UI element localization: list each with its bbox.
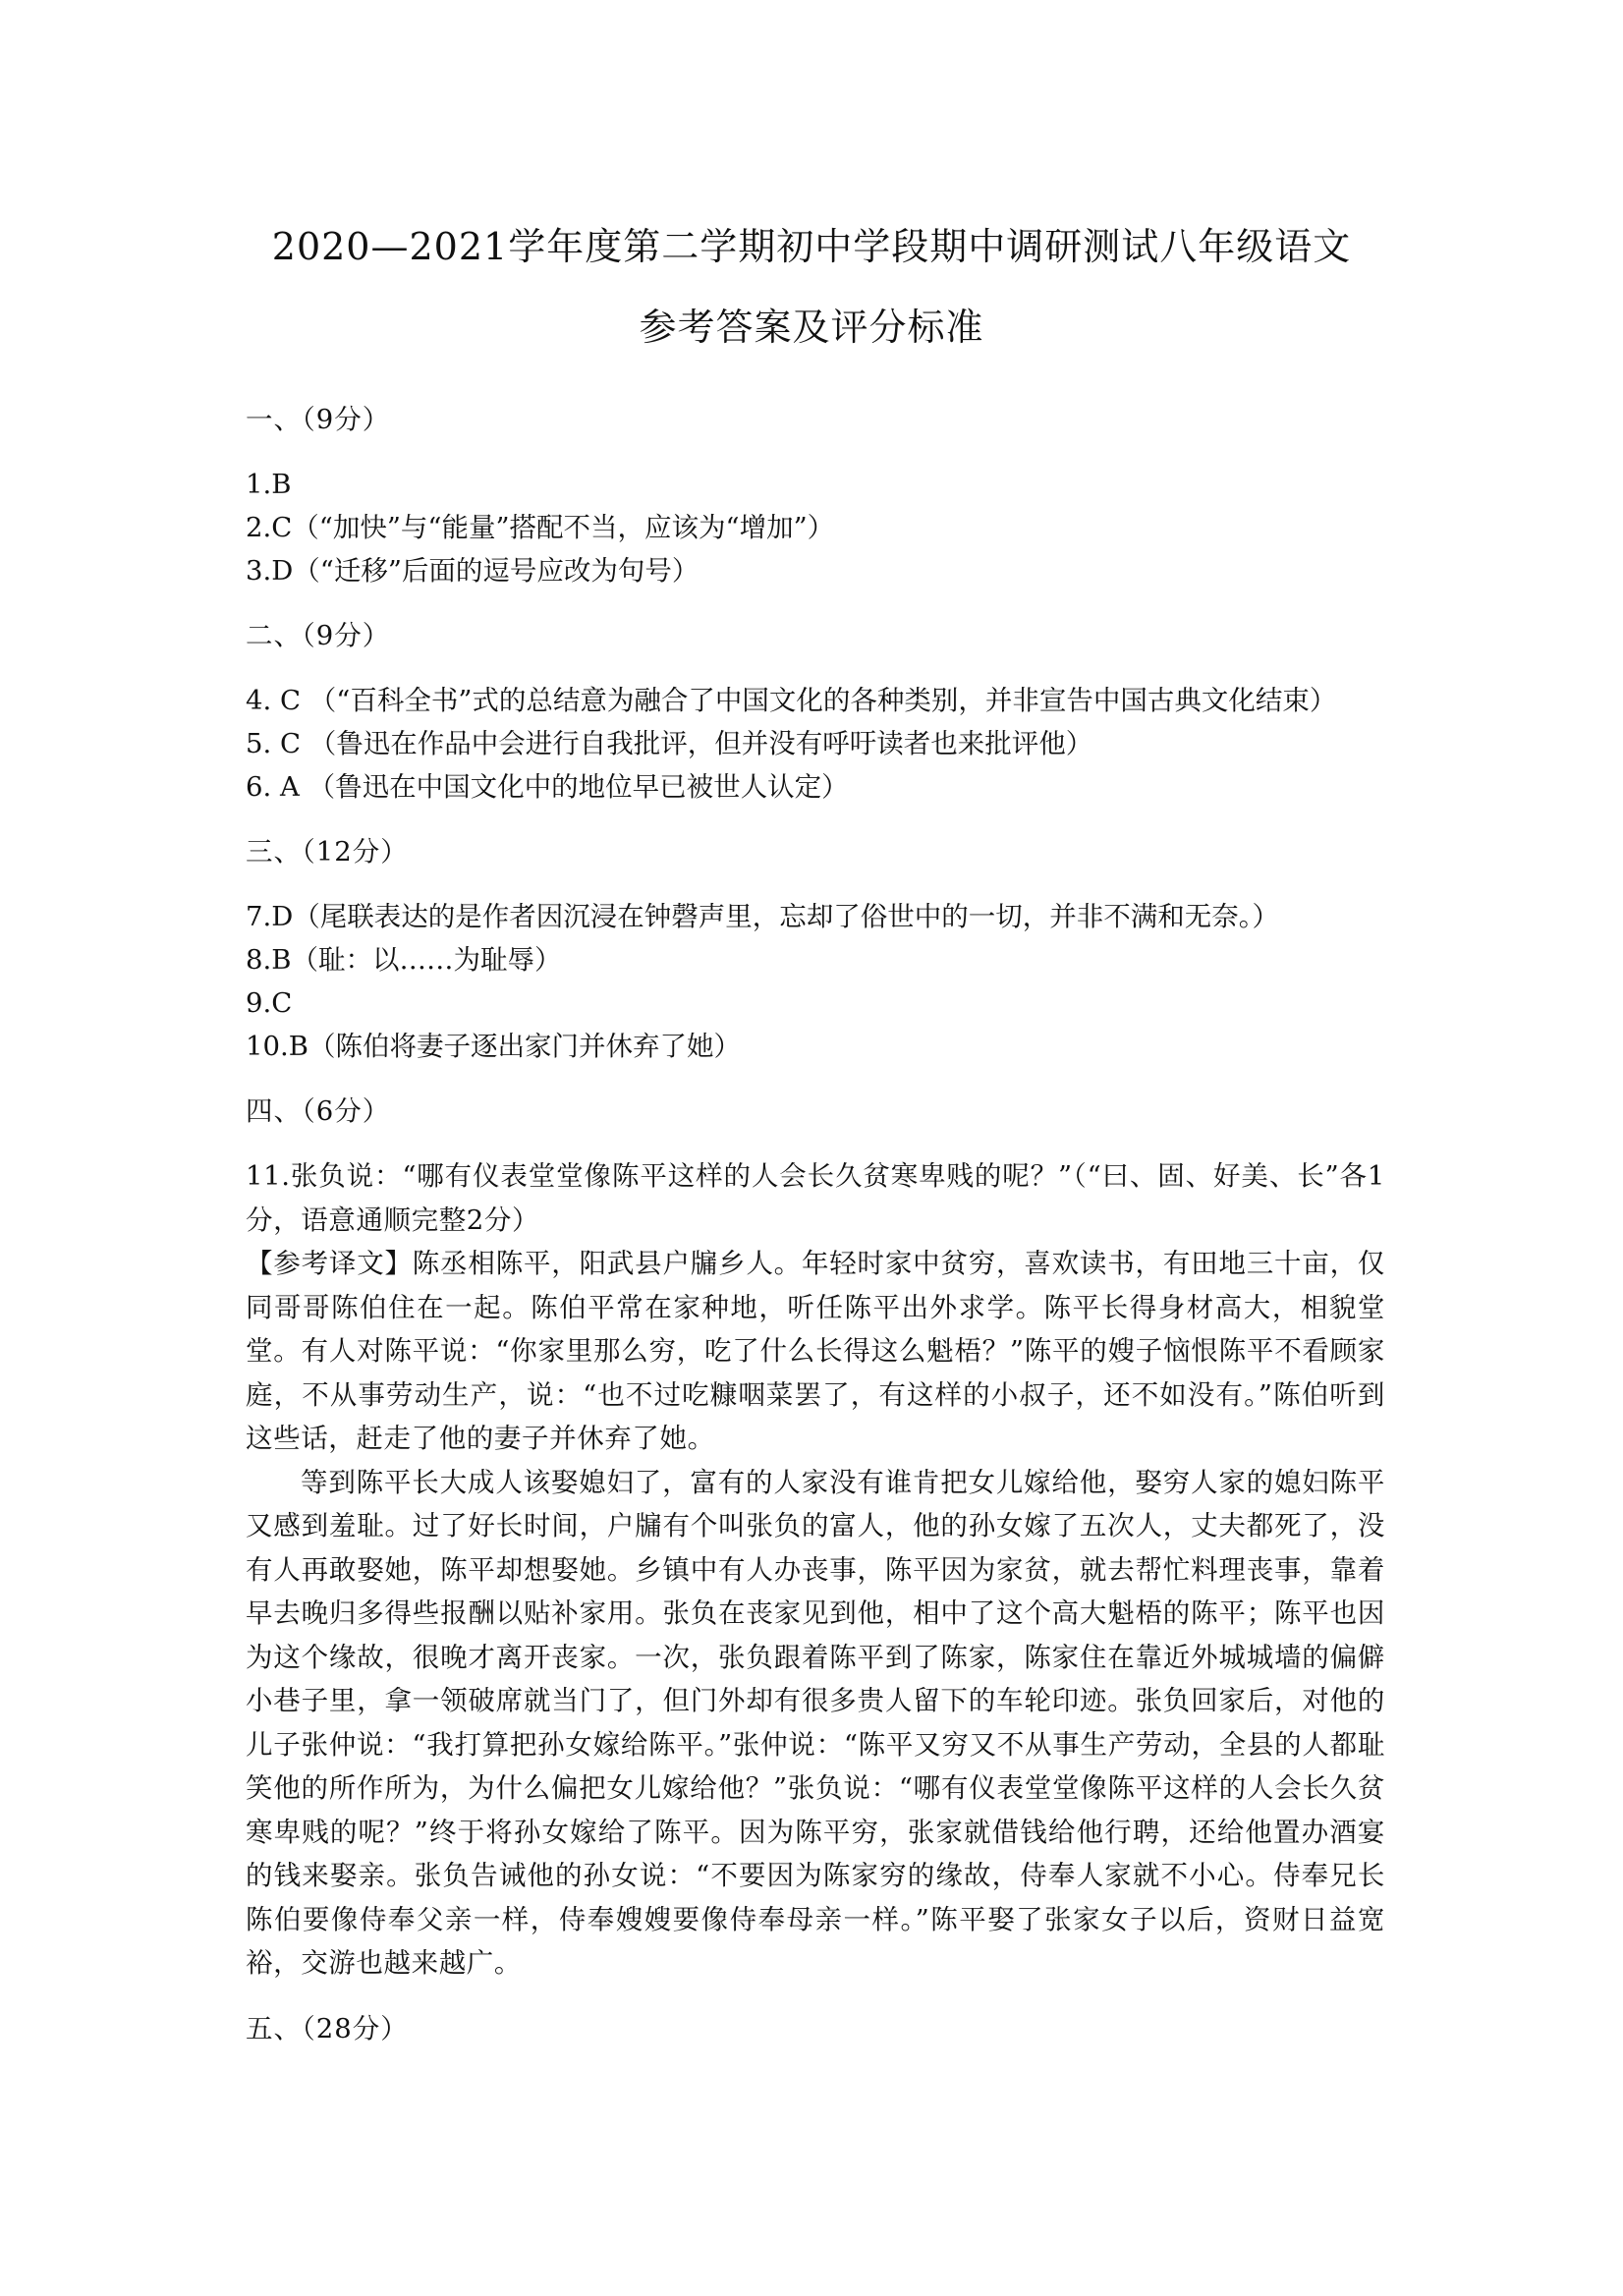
- reference-translation-label: 【参考译文】: [246, 1248, 413, 1279]
- answer-item-10: 10.B（陈伯将妻子逐出家门并休弃了她）: [246, 1031, 741, 1062]
- answer-item-1: 1.B: [246, 469, 292, 500]
- answer-item-5: 5. C （鲁迅在作品中会进行自我批评，但并没有呼吁读者也来批评他）: [246, 728, 1093, 759]
- answer-item-11: 11.张负说：“哪有仪表堂堂像陈平这样的人会长久贫寒卑贱的呢？”（“曰、固、好美、长”各1分，语意通顺完整2分）: [246, 1160, 1385, 1236]
- document-subtitle: 参考答案及评分标准: [639, 306, 984, 349]
- answer-item-7: 7.D（尾联表达的是作者因沉浸在钟磬声里，忘却了俗世中的一切，并非不满和无奈。）: [246, 901, 1280, 932]
- reference-translation-paragraph-2: 等到陈平长大成人该娶媳妇了，富有的人家没有谁肯把女儿嫁给他，娶穷人家的媳妇陈平又感到羞耻。过了好长时间，户牖有个叫张负的富人，他的孙女嫁了五次人，丈夫都死了，没有人再敢娶她，陈平却想娶她。乡镇中有人办丧事，陈平因为家贫，就去帮忙料理丧事，靠着早去晚归多得些报酬以贴补家用。张负在丧家见到他，相中了这个高大魁梧的陈平；陈平也因为这个缘故，很晚才离开丧家。一次，张负跟着陈平到了陈家，陈家住在靠近外城城墙的偏僻小巷子里，拿一领破席就当门了，但门外却有很多贵人留下的车轮印迹。张负回家后，对他的儿子张仲说：“我打算把孙女嫁给陈平。”张仲说：“陈平又穷又不从事生产劳动，全县的人都耻笑他的所作所为，为什么偏把女儿嫁给他？”张负说：“哪有仪表堂堂像陈平这样的人会长久贫寒卑贱的呢？”终于将孙女嫁给了陈平。因为陈平穷，张家就借钱给他行聘，还给他置办酒宴的钱来娶亲。张负告诫他的孙女说：“不要因为陈家穷的缘故，侍奉人家就不小心。侍奉兄长陈伯要像侍奉父亲一样，侍奉嫂嫂要像侍奉母亲一样。”陈平娶了张家女子以后，资财日益宽裕，交游也越来越广。: [246, 1466, 1385, 1979]
- answer-item-8: 8.B（耻：以……为耻辱）: [246, 944, 562, 976]
- reference-translation-paragraph-1: [246, 1242, 1385, 1461]
- document-title: 2020—2021学年度第二学期初中学段期中调研测试八年级语文: [271, 225, 1352, 268]
- answer-item-6: 6. A （鲁迅在中国文化中的地位早已被世人认定）: [246, 771, 849, 803]
- answer-body: [246, 398, 1385, 2050]
- section-4-heading: 四、（6分）: [246, 1095, 391, 1127]
- section-1-heading: 一、（9分）: [246, 404, 391, 435]
- section-5-heading: 五、（28分）: [246, 2012, 409, 2044]
- answer-item-4: 4. C （“百科全书”式的总结意为融合了中国文化的各种类别，并非宣告中国古典文化结束）: [246, 685, 1337, 716]
- reference-translation-text-1: 陈丞相陈平，阳武县户牖乡人。年轻时家中贫穷，喜欢读书，有田地三十亩，仅同哥哥陈伯住在一起。陈伯平常在家种地，听任陈平出外求学。陈平长得身材高大，相貌堂堂。有人对陈平说：“你家里那么穷，吃了什么长得这么魁梧？”陈平的嫂子恼恨陈平不看顾家庭，不从事劳动生产，说：“也不过吃糠咽菜罢了，有这样的小叔子，还不如没有。”陈伯听到这些话，赶走了他的妻子并休弃了她。: [246, 1248, 1386, 1454]
- answer-item-2: 2.C（“加快”与“能量”搭配不当，应该为“增加”）: [246, 512, 835, 543]
- answer-item-9: 9.C: [246, 987, 293, 1019]
- section-2-heading: 二、（9分）: [246, 620, 391, 651]
- answer-item-3: 3.D（“迁移”后面的逗号应改为句号）: [246, 555, 700, 587]
- section-3-heading: 三、（12分）: [246, 836, 409, 868]
